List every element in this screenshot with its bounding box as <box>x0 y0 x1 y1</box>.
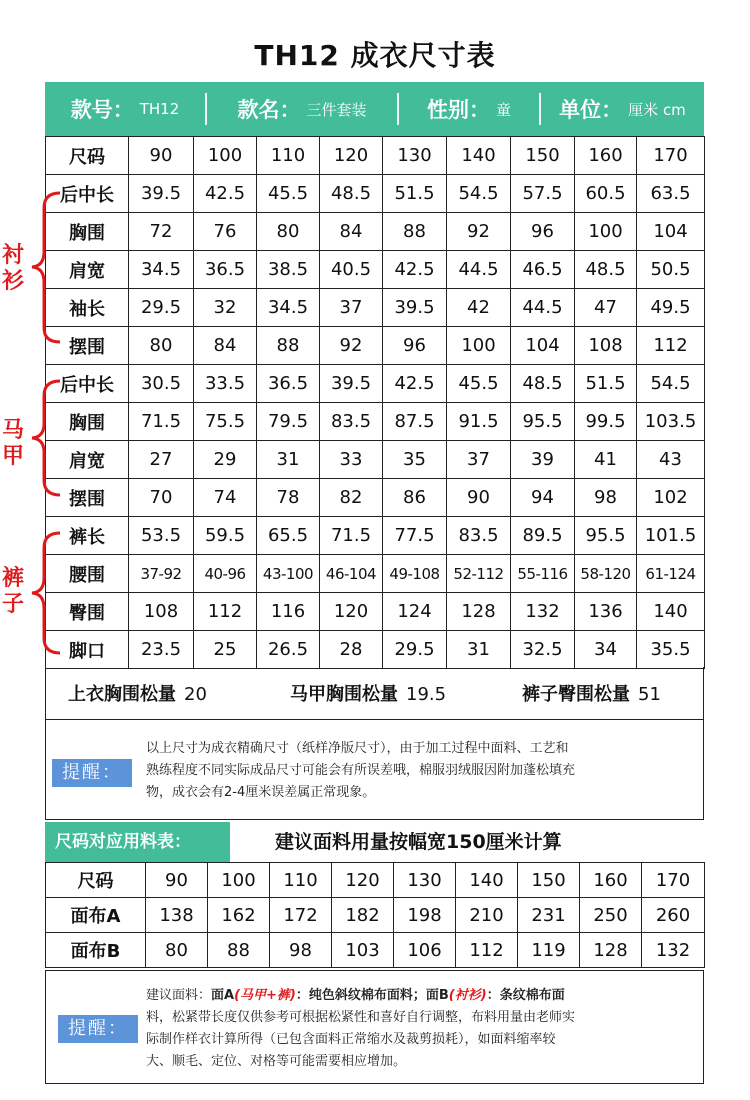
table-cell: 170 <box>642 863 705 898</box>
table-cell: 44.5 <box>447 251 511 289</box>
table-cell: 89.5 <box>511 517 575 555</box>
table-cell: 39 <box>511 441 575 479</box>
table-cell: 79.5 <box>257 403 320 441</box>
fabric-note <box>45 970 704 1084</box>
table-cell: 42.5 <box>194 175 257 213</box>
row-label-cell: 脚口 <box>46 631 129 669</box>
table-cell: 140 <box>637 593 705 631</box>
table-cell: 132 <box>511 593 575 631</box>
size-table <box>45 136 705 669</box>
table-cell: 55-116 <box>511 555 575 593</box>
table-cell: 104 <box>637 213 705 251</box>
table-cell: 44.5 <box>511 289 575 327</box>
table-cell: 78 <box>257 479 320 517</box>
table-row <box>46 441 705 479</box>
table-row <box>46 403 705 441</box>
table-cell: 71.5 <box>129 403 194 441</box>
table-cell: 26.5 <box>257 631 320 669</box>
table-cell: 52-112 <box>447 555 511 593</box>
table-row <box>46 327 705 365</box>
table-cell: 31 <box>257 441 320 479</box>
table-cell: 57.5 <box>511 175 575 213</box>
ease-pants-label: 裤子臀围松量 <box>522 684 630 705</box>
table-cell: 95.5 <box>575 517 637 555</box>
table-cell: 33 <box>320 441 383 479</box>
table-cell: 30.5 <box>129 365 194 403</box>
table-cell: 25 <box>194 631 257 669</box>
table-row <box>46 289 705 327</box>
gender-value: 童 <box>495 100 511 119</box>
table-cell: 77.5 <box>383 517 447 555</box>
note-line: 熟练程度不同实际成品尺寸可能会有所误差哦，棉服羽绒服因附加蓬松填充 <box>146 763 576 778</box>
table-cell: 47 <box>575 289 637 327</box>
note-segment: 面B <box>425 988 449 1003</box>
table-cell: 32 <box>194 289 257 327</box>
table-cell: 59.5 <box>194 517 257 555</box>
table-cell: 96 <box>511 213 575 251</box>
fabric-header <box>45 822 704 862</box>
table-cell: 110 <box>270 863 332 898</box>
table-cell: 112 <box>637 327 705 365</box>
table-cell: 29 <box>194 441 257 479</box>
note-segment: 建议面料： <box>146 988 212 1003</box>
style-name-value: 三件套装 <box>306 100 367 119</box>
table-cell: 91.5 <box>447 403 511 441</box>
table-cell: 60.5 <box>575 175 637 213</box>
table-cell: 42 <box>447 289 511 327</box>
note-text <box>146 738 698 804</box>
unit <box>541 82 704 136</box>
ease-top-value: 20 <box>184 684 207 705</box>
note-line: 以上尺寸为成衣精确尺寸（纸样净版尺寸），由于加工过程中面料、工艺和 <box>146 741 569 756</box>
style-name-key: 款名： <box>237 98 301 122</box>
note-segment: ：条纹棉布面 <box>486 988 565 1003</box>
row-label-cell: 尺码 <box>46 137 129 175</box>
table-cell: 150 <box>518 863 580 898</box>
table-cell: 48.5 <box>575 251 637 289</box>
table-cell: 42.5 <box>383 251 447 289</box>
page-title: TH12 成衣尺寸表 <box>254 39 496 72</box>
table-cell: 198 <box>394 898 456 933</box>
table-cell: 120 <box>320 593 383 631</box>
table-cell: 48.5 <box>511 365 575 403</box>
table-cell: 100 <box>194 137 257 175</box>
ease-pants <box>522 680 661 706</box>
table-cell: 74 <box>194 479 257 517</box>
table-cell: 70 <box>129 479 194 517</box>
table-row <box>46 251 705 289</box>
table-cell: 106 <box>394 933 456 968</box>
table-cell: 29.5 <box>129 289 194 327</box>
table-cell: 39.5 <box>320 365 383 403</box>
table-cell: 37-92 <box>129 555 194 593</box>
table-row <box>46 517 705 555</box>
table-row <box>46 631 705 669</box>
style-number-key: 款号： <box>70 98 134 122</box>
table-cell: 27 <box>129 441 194 479</box>
table-cell: 95.5 <box>511 403 575 441</box>
table-cell: 58-120 <box>575 555 637 593</box>
table-cell: 84 <box>194 327 257 365</box>
table-cell: 39.5 <box>383 289 447 327</box>
table-cell: 100 <box>575 213 637 251</box>
table-cell: 128 <box>447 593 511 631</box>
table-cell: 83.5 <box>320 403 383 441</box>
table-cell: 46-104 <box>320 555 383 593</box>
table-cell: 124 <box>383 593 447 631</box>
table-row <box>46 213 705 251</box>
table-cell: 250 <box>580 898 642 933</box>
table-cell: 100 <box>447 327 511 365</box>
fabric-table <box>45 862 705 968</box>
table-cell: 101.5 <box>637 517 705 555</box>
table-cell: 96 <box>383 327 447 365</box>
table-cell: 80 <box>257 213 320 251</box>
note-segment: (马甲+裤) <box>234 988 296 1003</box>
table-header-row <box>46 863 705 898</box>
ease-row <box>45 667 704 720</box>
ease-pants-value: 51 <box>638 684 661 705</box>
row-label-cell: 胸围 <box>46 403 129 441</box>
vest-brace-icon <box>28 378 64 498</box>
table-cell: 160 <box>580 863 642 898</box>
table-cell: 36.5 <box>194 251 257 289</box>
row-label-cell: 摆围 <box>46 479 129 517</box>
table-cell: 43-100 <box>257 555 320 593</box>
table-cell: 32.5 <box>511 631 575 669</box>
table-cell: 53.5 <box>129 517 194 555</box>
table-cell: 170 <box>637 137 705 175</box>
ease-top-label: 上衣胸围松量 <box>68 684 176 705</box>
row-label-cell: 臀围 <box>46 593 129 631</box>
table-cell: 49-108 <box>383 555 447 593</box>
table-cell: 51.5 <box>575 365 637 403</box>
table-cell: 132 <box>642 933 705 968</box>
table-cell: 37 <box>447 441 511 479</box>
table-cell: 88 <box>257 327 320 365</box>
table-cell: 88 <box>383 213 447 251</box>
note-badge: 提醒： <box>52 759 132 787</box>
group-label-vest: 马甲 <box>1 418 24 469</box>
note-line: 物，成衣会有2-4厘米误差属正常现象。 <box>146 785 376 800</box>
table-cell: 102 <box>637 479 705 517</box>
table-cell: 29.5 <box>383 631 447 669</box>
ease-vest <box>290 680 446 706</box>
note-segment: ：纯色斜纹棉布面料； <box>295 988 426 1003</box>
table-cell: 86 <box>383 479 447 517</box>
style-name <box>207 82 397 136</box>
row-label-cell: 面布B <box>46 933 146 968</box>
note-segment: (衬衫) <box>448 988 487 1003</box>
table-cell: 49.5 <box>637 289 705 327</box>
table-row <box>46 593 705 631</box>
note-line: 际制作样衣计算所得（已包含面料正常缩水及裁剪损耗），如面料缩率较 <box>146 1032 556 1047</box>
table-cell: 103 <box>332 933 394 968</box>
table-row <box>46 479 705 517</box>
table-cell: 51.5 <box>383 175 447 213</box>
table-cell: 120 <box>320 137 383 175</box>
table-cell: 140 <box>447 137 511 175</box>
row-label-cell: 摆围 <box>46 327 129 365</box>
group-label-shirt: 衬衫 <box>1 243 24 294</box>
table-cell: 119 <box>518 933 580 968</box>
fabric-title: 建议面料用量按幅宽150厘米计算 <box>275 831 562 853</box>
ease-vest-value: 19.5 <box>406 684 447 705</box>
ease-vest-label: 马甲胸围松量 <box>290 684 398 705</box>
table-cell: 210 <box>456 898 518 933</box>
table-cell: 76 <box>194 213 257 251</box>
table-cell: 23.5 <box>129 631 194 669</box>
table-header-row <box>46 137 705 175</box>
table-cell: 41 <box>575 441 637 479</box>
table-cell: 65.5 <box>257 517 320 555</box>
gender-key: 性别： <box>426 98 490 122</box>
table-cell: 108 <box>575 327 637 365</box>
table-cell: 138 <box>146 898 208 933</box>
note-badge: 提醒： <box>58 1015 138 1043</box>
table-cell: 80 <box>129 327 194 365</box>
table-cell: 160 <box>575 137 637 175</box>
table-cell: 39.5 <box>129 175 194 213</box>
table-cell: 112 <box>456 933 518 968</box>
table-row <box>46 898 705 933</box>
table-cell: 140 <box>456 863 518 898</box>
table-cell: 46.5 <box>511 251 575 289</box>
note-line: 大、顺毛、定位、对格等可能需要相应增加。 <box>146 1054 407 1069</box>
row-label-cell: 后中长 <box>46 175 129 213</box>
table-row <box>46 933 705 968</box>
unit-value: 厘米 cm <box>628 100 686 119</box>
table-cell: 136 <box>575 593 637 631</box>
table-cell: 61-124 <box>637 555 705 593</box>
row-label-cell: 胸围 <box>46 213 129 251</box>
table-row <box>46 365 705 403</box>
table-cell: 182 <box>332 898 394 933</box>
table-cell: 130 <box>383 137 447 175</box>
table-cell: 45.5 <box>447 365 511 403</box>
table-row <box>46 175 705 213</box>
table-cell: 35.5 <box>637 631 705 669</box>
table-cell: 162 <box>208 898 270 933</box>
ease-top <box>68 680 207 706</box>
table-cell: 37 <box>320 289 383 327</box>
table-cell: 28 <box>320 631 383 669</box>
table-cell: 130 <box>394 863 456 898</box>
table-cell: 92 <box>320 327 383 365</box>
table-cell: 40-96 <box>194 555 257 593</box>
table-cell: 99.5 <box>575 403 637 441</box>
table-cell: 94 <box>511 479 575 517</box>
table-cell: 92 <box>447 213 511 251</box>
gender <box>399 82 539 136</box>
table-cell: 116 <box>257 593 320 631</box>
table-cell: 112 <box>194 593 257 631</box>
table-cell: 45.5 <box>257 175 320 213</box>
table-cell: 90 <box>447 479 511 517</box>
table-cell: 120 <box>332 863 394 898</box>
table-cell: 87.5 <box>383 403 447 441</box>
row-label-cell: 裤长 <box>46 517 129 555</box>
table-cell: 110 <box>257 137 320 175</box>
table-cell: 172 <box>270 898 332 933</box>
table-cell: 34.5 <box>257 289 320 327</box>
table-cell: 71.5 <box>320 517 383 555</box>
row-label-cell: 面布A <box>46 898 146 933</box>
table-cell: 36.5 <box>257 365 320 403</box>
style-number <box>45 82 205 136</box>
table-cell: 54.5 <box>447 175 511 213</box>
table-cell: 72 <box>129 213 194 251</box>
note-segment: 面A <box>211 988 235 1003</box>
note-line <box>146 985 701 1007</box>
table-cell: 231 <box>518 898 580 933</box>
table-cell: 98 <box>270 933 332 968</box>
table-cell: 84 <box>320 213 383 251</box>
table-cell: 88 <box>208 933 270 968</box>
unit-key: 单位： <box>559 98 623 122</box>
shirt-brace-icon <box>28 190 64 345</box>
table-cell: 48.5 <box>320 175 383 213</box>
header-bar <box>45 82 704 136</box>
table-cell: 75.5 <box>194 403 257 441</box>
table-cell: 40.5 <box>320 251 383 289</box>
row-label-cell: 腰围 <box>46 555 129 593</box>
note-text <box>146 985 701 1073</box>
table-cell: 108 <box>129 593 194 631</box>
table-cell: 35 <box>383 441 447 479</box>
fabric-tag: 尺码对应用料表： <box>45 822 230 862</box>
table-cell: 43 <box>637 441 705 479</box>
table-cell: 150 <box>511 137 575 175</box>
table-cell: 54.5 <box>637 365 705 403</box>
table-cell: 104 <box>511 327 575 365</box>
table-cell: 83.5 <box>447 517 511 555</box>
row-label-cell: 肩宽 <box>46 251 129 289</box>
row-label-cell: 肩宽 <box>46 441 129 479</box>
table-cell: 34 <box>575 631 637 669</box>
accuracy-note <box>45 719 704 820</box>
table-cell: 38.5 <box>257 251 320 289</box>
table-cell: 42.5 <box>383 365 447 403</box>
table-cell: 128 <box>580 933 642 968</box>
table-row <box>46 555 705 593</box>
row-label-cell: 后中长 <box>46 365 129 403</box>
table-cell: 63.5 <box>637 175 705 213</box>
table-cell: 100 <box>208 863 270 898</box>
table-cell: 33.5 <box>194 365 257 403</box>
table-cell: 98 <box>575 479 637 517</box>
style-number-value: TH12 <box>139 100 180 118</box>
table-cell: 80 <box>146 933 208 968</box>
group-label-pants: 裤子 <box>1 566 24 617</box>
table-cell: 31 <box>447 631 511 669</box>
table-cell: 103.5 <box>637 403 705 441</box>
table-cell: 260 <box>642 898 705 933</box>
table-cell: 34.5 <box>129 251 194 289</box>
table-cell: 90 <box>129 137 194 175</box>
note-line: 料，松紧带长度仅供参考可根据松紧性和喜好自行调整，布料用量由老师实 <box>146 1010 576 1025</box>
table-cell: 90 <box>146 863 208 898</box>
pants-brace-icon <box>28 530 64 656</box>
row-label-cell: 袖长 <box>46 289 129 327</box>
table-cell: 82 <box>320 479 383 517</box>
table-cell: 50.5 <box>637 251 705 289</box>
row-label-cell: 尺码 <box>46 863 146 898</box>
